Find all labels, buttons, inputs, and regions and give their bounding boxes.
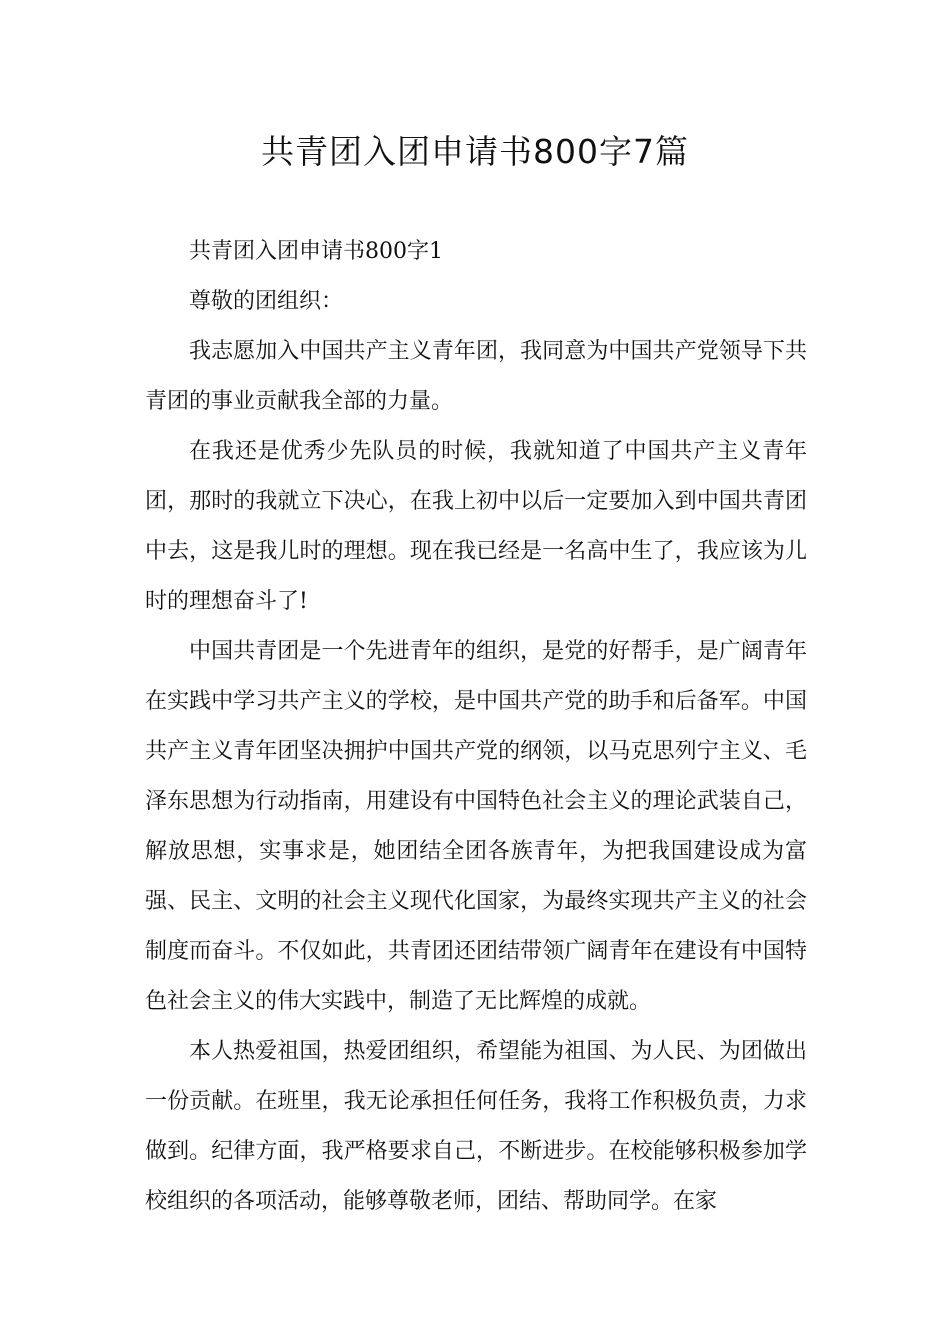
- body-paragraph: 在我还是优秀少先队员的时候，我就知道了中国共产主义青年团，那时的我就立下决心，在我上初中以后一定要加入到中国共青团中去，这是我儿时的理想。现在我已经是一名高中生了，我应该为儿时的理想奋斗了!: [145, 439, 807, 614]
- body-paragraph: 中国共青团是一个先进青年的组织，是党的好帮手，是广阔青年在实践中学习共产主义的学校，是中国共产党的助手和后备军。中国共产主义青年团坚决拥护中国共产党的纲领，以马克思列宁主义、毛泽东思想为行动指南，用建设有中国特色社会主义的理论武装自己，解放思想，实事求是，她团结全团各族青年，为把我国建设成为富强、民主、文明的社会主义现代化国家，为最终实现共产主义的社会制度而奋斗。不仅如此，共青团还团结带领广阔青年在建设有中国特色社会主义的伟大实践中，制造了无比辉煌的成就。: [145, 639, 807, 1014]
- document-title: 共青团入团申请书800字7篇: [261, 132, 689, 171]
- subtitle-paragraph: 共青团入团申请书800字1: [189, 239, 443, 264]
- document-body: [145, 227, 807, 1227]
- salutation-paragraph: 尊敬的团组织：: [189, 289, 344, 314]
- body-paragraph: 本人热爱祖国，热爱团组织，希望能为祖国、为人民、为团做出一份贡献。在班里，我无论承担任何任务，我将工作积极负责，力求做到。纪律方面，我严格要求自己，不断进步。在校能够积极参加学校组织的各项活动，能够尊敬老师，团结、帮助同学。在家: [145, 1039, 807, 1214]
- body-paragraph: 我志愿加入中国共产主义青年团，我同意为中国共产党领导下共青团的事业贡献我全部的力量。: [145, 339, 807, 414]
